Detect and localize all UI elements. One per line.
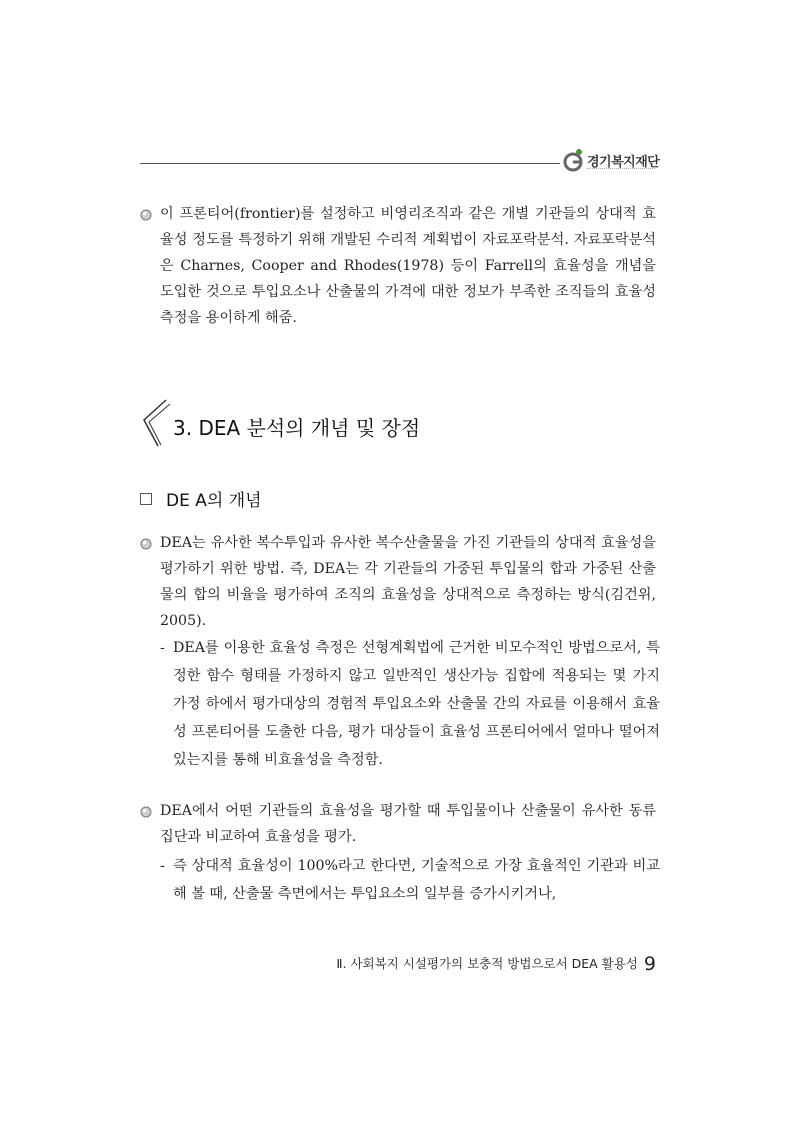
subheading — [140, 486, 262, 511]
section-title-text: 3. DEA 분석의 개념 및 장점 — [173, 416, 421, 440]
bullet-paragraph-peer-comparison — [140, 798, 656, 850]
dash-item-relative-efficiency — [160, 852, 660, 908]
logo-text: 경기복지재단 — [587, 155, 660, 170]
bullet-paragraph-dea-definition — [140, 530, 656, 634]
logo-mark-icon — [563, 147, 585, 173]
foundation-logo — [563, 147, 663, 177]
paragraph-text: 이 프론티어(frontier)를 설정하고 비영리조직과 같은 개별 기관들의 상대적 효율성 정도를 특정하기 위해 개발된 수리적 계획법이 자료포락분석. 자료포락분석은 Charnes, Cooper and Rhodes(1978) 등이 Farrell의 효율성을 개념을 도입한 것으로 투입요소나 산출물의 가격에 대한 정보가 부족한 조직들의 효율성 측정을 용이하게 해줌. — [160, 206, 656, 326]
running-title: Ⅱ. 사회복지 시설평가의 보충적 방법으로서 DEA 활용성 — [336, 956, 638, 971]
page-number: 9 — [643, 953, 656, 975]
square-icon — [140, 493, 152, 505]
dash-marker: - — [160, 858, 165, 874]
bullet-icon — [140, 538, 152, 550]
page-footer — [336, 953, 656, 975]
dash-item-dea-method — [160, 634, 660, 774]
logo-subline — [587, 168, 655, 171]
section-title — [140, 398, 460, 450]
bullet-paragraph-frontier — [140, 201, 656, 331]
bullet-icon — [140, 209, 152, 221]
paragraph-text: DEA는 유사한 복수투입과 유사한 복수산출물을 가진 기관들의 상대적 효율성을 평가하기 위한 방법. 즉, DEA는 각 기관들의 가중된 투입물의 합과 가중된 산출물의 합의 비율을 평가하여 조직의 효율성을 상대적으로 측정하는 방식(김건위, 2005). — [160, 535, 656, 629]
dash-marker: - — [160, 640, 165, 656]
header-rule — [140, 163, 560, 164]
bullet-icon — [140, 806, 152, 818]
dash-item-text: 즉 상대적 효율성이 100%라고 한다면, 기술적으로 가장 효율적인 기관과 비교해 볼 때, 산출물 측면에서는 투입요소의 일부를 증가시키거나, — [173, 858, 660, 902]
dash-item-text: DEA를 이용한 효율성 측정은 선형계획법에 근거한 비모수적인 방법으로서, 특정한 함수 형태를 가정하지 않고 일반적인 생산가능 집합에 적용되는 몇 가지 가정 하에서 평가대상의 경험적 투입요소와 산출물 간의 자료를 이용해서 효율성 프론티어를 도출한 다음, 평가 대상들이 효율성 프론티어에서 얼마나 떨어져 있는지를 통해 비효율성을 측정함. — [173, 640, 660, 768]
paragraph-text: DEA에서 어떤 기관들의 효율성을 평가할 때 투입물이나 산출물이 유사한 동류집단과 비교하여 효율성을 평가. — [160, 803, 656, 845]
subheading-text: DE A의 개념 — [166, 491, 262, 511]
